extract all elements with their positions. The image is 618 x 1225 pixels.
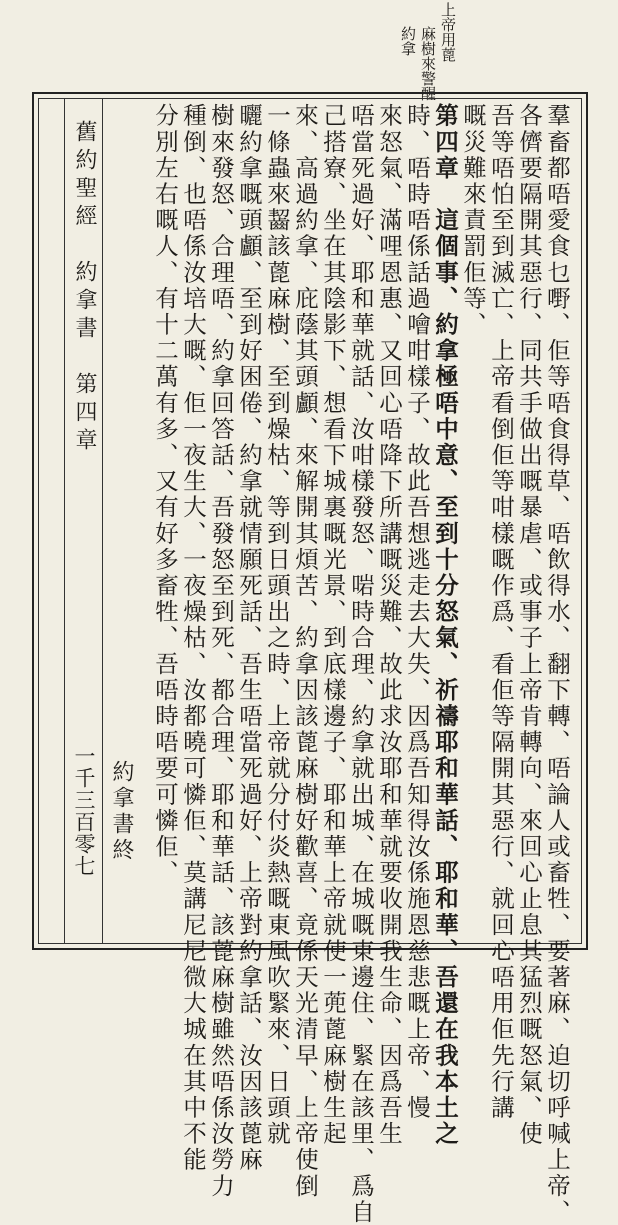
side-rule <box>102 98 103 944</box>
text-column: 樹來發怒、合理唔、約拿回答話、吾發怒至到死、都合理、耶和華話、該蓖麻樹雖然唔係汝勞力 <box>207 103 235 1200</box>
margin-note-a: 上帝用蓖 <box>439 2 457 62</box>
text-column: 時、唔時唔係話過噲咁樣子、故此吾想逃走去大失、因爲吾知得汝係施恩慈悲嘅上帝、慢 <box>403 103 431 1121</box>
text-column: 己搭寮、坐在其陰影下、想看下城裏嘅光景、到底樣邊子、耶和華上帝就使一蔸蓖麻樹生起 <box>319 103 347 1147</box>
page-number: 一千三百零七 <box>72 745 96 877</box>
chapter-heading-column: 第四章 這個事、約拿極唔中意、至到十分怒氣、祈禱耶和華話、耶和華、吾還在我本土之 <box>431 103 459 1147</box>
text-column: 羣畜都唔愛食乜嘢、佢等唔食得草、唔飲得水、翻下轉、唔論人或畜牲、要著麻、迫切呼喊上帝、 <box>543 103 571 1225</box>
margin-note-top <box>438 2 457 62</box>
running-title: 舊約聖經 約拿書 第四章 <box>72 120 97 456</box>
text-column: 嘅災難來責罰佢等、 <box>459 103 487 338</box>
margin-note-b: 麻樹來警醒 <box>419 26 437 101</box>
book-end-marker: 約拿書終 <box>109 760 134 864</box>
margin-note-left <box>398 26 417 56</box>
side-rule <box>64 98 65 944</box>
text-column: 唔當死過好、耶和華就話、汝咁樣發怒、啱時合理、約拿就出城、在城嘅東邊住、緊在該里、爲自 <box>347 103 375 1225</box>
text-column: 吾等唔怕至到滅亡、上帝看倒佢等咁樣嘅作爲、看佢等隔開其惡行、就回心唔用佢先行講 <box>487 103 515 1121</box>
text-column: 種倒、也唔係汝培大嘅、佢一夜生大、一夜燥枯、汝都曉可憐佢、莫講尼尼微大城在其中不能 <box>179 103 207 1174</box>
margin-note-mid <box>418 26 437 101</box>
text-column: 來怒氣、滿哩恩惠、又回心唔降下所講嘅災難、故此求汝耶和華就要收開我生命、因爲吾生 <box>375 103 403 1147</box>
text-column: 來、高過約拿、庇蔭其頭顱、來解開其煩苦、約拿因該蓖麻樹好歡喜、竟係天光清早、上帝使倒 <box>291 103 319 1200</box>
margin-note-c: 約拿 <box>399 26 417 56</box>
text-column: 分別左右嘅人、有十二萬有多、又有好多畜牲、吾唔時唔要可憐佢、 <box>151 103 179 886</box>
text-column: 各儕要隔開其惡行、同共手做出嘅暴虐、或事子上帝肯轉向、來回心止息其猛烈嘅怒氣、使 <box>515 103 543 1147</box>
text-column: 曬約拿嘅頭顱、至到好困倦、約拿就情願死話、吾生唔當死過好、上帝對約拿話、汝因該蓖麻 <box>235 103 263 1174</box>
text-column: 一條蟲來齧該蓖麻樹、至到燥枯、等到日頭出之時、上帝就分付炎熱嘅東風吹緊來、日頭就 <box>263 103 291 1147</box>
